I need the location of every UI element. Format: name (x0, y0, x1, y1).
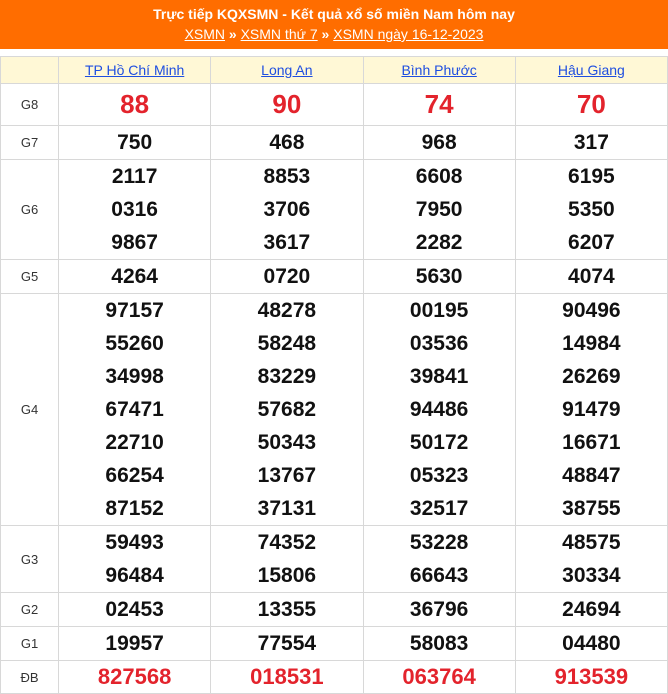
prize-number: 063764 (402, 664, 476, 689)
prize-cell (515, 84, 667, 126)
prize-number: 26269 (562, 365, 621, 388)
prize-number: 5350 (568, 198, 615, 221)
prize-number: 96484 (105, 564, 164, 587)
prize-cell (363, 526, 515, 593)
prize-cell (211, 126, 363, 160)
prize-row (1, 593, 668, 627)
prize-cell (515, 126, 667, 160)
province-link[interactable]: Hậu Giang (557, 62, 625, 78)
prize-label: G8 (1, 84, 59, 126)
prize-number: 317 (573, 131, 609, 154)
prize-number: 018531 (250, 664, 324, 689)
prize-row (1, 627, 668, 661)
prize-cell (363, 126, 515, 160)
prize-number: 6195 (568, 165, 615, 188)
province-header (59, 57, 211, 84)
prize-number: 3617 (263, 231, 311, 254)
prize-number: 48278 (257, 299, 317, 322)
prize-number: 6608 (415, 165, 463, 188)
prize-number: 468 (269, 131, 305, 154)
prize-number: 30334 (562, 564, 621, 587)
prize-number: 48575 (562, 531, 621, 554)
prize-number: 827568 (97, 664, 172, 689)
prize-number: 13767 (257, 464, 317, 487)
prize-number: 03536 (409, 332, 469, 355)
prize-cell (59, 593, 211, 627)
prize-label: G1 (1, 627, 59, 661)
prize-label: G5 (1, 260, 59, 294)
prize-label: G7 (1, 126, 59, 160)
prize-cell (363, 627, 515, 661)
prize-cell (515, 294, 667, 526)
prize-number: 88 (120, 89, 150, 119)
prize-number: 750 (117, 131, 153, 154)
prize-cell (59, 627, 211, 661)
prize-cell (515, 661, 667, 694)
prize-number: 3706 (263, 198, 311, 221)
prize-number: 6207 (568, 231, 615, 254)
prize-number: 22710 (105, 431, 164, 454)
prize-number: 87152 (105, 497, 164, 520)
prize-number: 66643 (409, 564, 469, 587)
prize-number: 83229 (257, 365, 317, 388)
prize-number: 968 (421, 131, 457, 154)
prize-cell (515, 160, 667, 260)
prize-row (1, 126, 668, 160)
prize-cell (211, 260, 363, 294)
prize-number: 0720 (263, 265, 311, 288)
prize-number: 4264 (111, 265, 158, 288)
prize-cell (59, 260, 211, 294)
prize-number: 24694 (562, 598, 621, 621)
prize-cell (211, 661, 363, 694)
prize-number: 70 (576, 89, 606, 119)
breadcrumb-separator: » (228, 26, 237, 42)
prize-label: G4 (1, 294, 59, 526)
prize-number: 66254 (105, 464, 164, 487)
prize-number: 38755 (562, 497, 621, 520)
prize-number: 48847 (562, 464, 621, 487)
breadcrumb-saturday-link[interactable]: XSMN thứ 7 (240, 26, 318, 42)
prize-number: 913539 (554, 664, 629, 689)
prize-number: 59493 (105, 531, 164, 554)
province-link[interactable]: TP Hồ Chí Minh (84, 62, 185, 78)
province-header (515, 57, 667, 84)
province-header (363, 57, 515, 84)
prize-number: 02453 (105, 598, 164, 621)
prize-cell (363, 160, 515, 260)
prize-number: 74 (424, 89, 454, 119)
prize-number: 37131 (257, 497, 317, 520)
prize-row (1, 84, 668, 126)
prize-number: 15806 (257, 564, 317, 587)
prize-number: 32517 (409, 497, 469, 520)
prize-number: 13355 (257, 598, 317, 621)
prize-number: 04480 (562, 632, 621, 655)
prize-number: 5630 (415, 265, 463, 288)
page-header (0, 0, 668, 49)
prize-number: 0316 (111, 198, 158, 221)
prize-number: 55260 (105, 332, 164, 355)
prize-cell (59, 126, 211, 160)
prize-cell (211, 593, 363, 627)
prize-cell (211, 84, 363, 126)
prize-number: 90496 (562, 299, 621, 322)
prize-number: 57682 (257, 398, 317, 421)
prize-row (1, 661, 668, 694)
prize-cell (363, 593, 515, 627)
prize-row (1, 294, 668, 526)
prize-number: 34998 (105, 365, 164, 388)
prize-row (1, 526, 668, 593)
prize-cell (363, 661, 515, 694)
prize-label: G3 (1, 526, 59, 593)
prize-cell (59, 160, 211, 260)
prize-number: 7950 (415, 198, 463, 221)
prize-cell (59, 526, 211, 593)
prize-cell (363, 260, 515, 294)
breadcrumb (0, 26, 668, 42)
prize-number: 16671 (562, 431, 621, 454)
prize-cell (59, 661, 211, 694)
prize-number: 77554 (257, 632, 317, 655)
prize-number: 8853 (263, 165, 311, 188)
province-link[interactable]: Long An (261, 62, 313, 78)
breadcrumb-date-link[interactable]: XSMN ngày 16-12-2023 (333, 26, 484, 42)
prize-number: 53228 (409, 531, 469, 554)
prize-cell (211, 294, 363, 526)
prize-number: 39841 (409, 365, 469, 388)
prize-number: 14984 (562, 332, 621, 355)
province-header-row (1, 57, 668, 84)
prize-cell (59, 84, 211, 126)
results-table (0, 56, 668, 694)
header-corner (1, 57, 59, 84)
prize-number: 9867 (111, 231, 158, 254)
prize-row (1, 260, 668, 294)
prize-number: 19957 (105, 632, 164, 655)
prize-number: 05323 (409, 464, 469, 487)
prize-label: ĐB (1, 661, 59, 694)
prize-number: 58083 (409, 632, 469, 655)
prize-cell (515, 526, 667, 593)
prize-number: 50343 (257, 431, 317, 454)
prize-cell (515, 627, 667, 661)
prize-number: 91479 (562, 398, 621, 421)
prize-cell (59, 294, 211, 526)
prize-number: 58248 (257, 332, 317, 355)
prize-number: 90 (272, 89, 302, 119)
prize-number: 97157 (105, 299, 164, 322)
prize-number: 00195 (409, 299, 469, 322)
prize-cell (515, 260, 667, 294)
prize-cell (363, 84, 515, 126)
prize-number: 74352 (257, 531, 317, 554)
prize-number: 2282 (415, 231, 463, 254)
prize-number: 2117 (111, 165, 158, 188)
prize-number: 67471 (105, 398, 164, 421)
province-link[interactable]: Bình Phước (401, 62, 477, 78)
prize-cell (515, 593, 667, 627)
prize-number: 36796 (409, 598, 469, 621)
prize-cell (211, 627, 363, 661)
breadcrumb-separator: » (321, 26, 330, 42)
prize-number: 50172 (409, 431, 469, 454)
prize-number: 94486 (409, 398, 469, 421)
prize-cell (211, 160, 363, 260)
prize-number: 4074 (568, 265, 615, 288)
prize-cell (363, 294, 515, 526)
prize-row (1, 160, 668, 260)
prize-label: G6 (1, 160, 59, 260)
breadcrumb-xsmn-link[interactable]: XSMN (184, 26, 226, 42)
page-title: Trực tiếp KQXSMN - Kết quả xổ số miền Nam hôm nay (153, 6, 515, 22)
prize-label: G2 (1, 593, 59, 627)
province-header (211, 57, 363, 84)
prize-cell (211, 526, 363, 593)
